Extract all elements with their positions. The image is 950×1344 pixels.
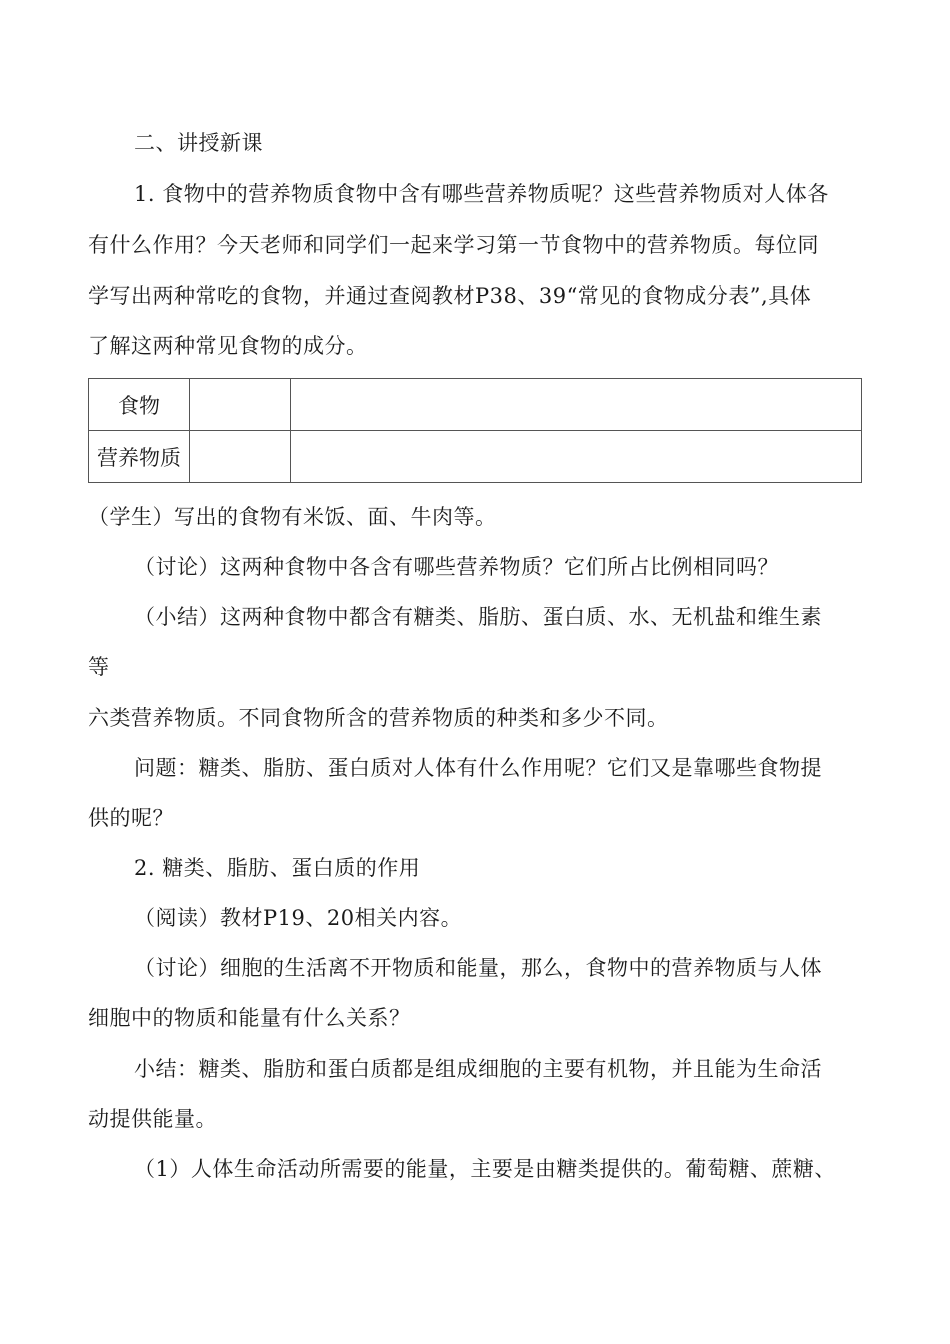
subsection-heading: 2. 糖类、脂肪、蛋白质的作用 bbox=[134, 856, 421, 880]
list-item-line: （1）人体生命活动所需要的能量，主要是由糖类提供的。葡萄糖、蔗糖、 bbox=[134, 1157, 836, 1181]
table-cell bbox=[291, 379, 862, 431]
food-nutrient-table bbox=[88, 378, 862, 483]
table-cell bbox=[291, 431, 862, 483]
row-label-nutrients: 营养物质 bbox=[89, 431, 190, 483]
paragraph-line: 有什么作用？今天老师和同学们一起来学习第一节食物中的营养物质。每位同 bbox=[88, 233, 819, 257]
table-row bbox=[89, 379, 862, 431]
discussion-line: 细胞中的物质和能量有什么关系？ bbox=[88, 1006, 411, 1030]
summary-line: 六类营养物质。不同食物所含的营养物质的种类和多少不同。 bbox=[88, 706, 669, 730]
question-line: 供的呢？ bbox=[88, 806, 174, 830]
table-row bbox=[89, 431, 862, 483]
table-cell bbox=[190, 379, 291, 431]
row-label-food: 食物 bbox=[89, 379, 190, 431]
summary-line: 小结：糖类、脂肪和蛋白质都是组成细胞的主要有机物，并且能为生命活 bbox=[134, 1057, 822, 1081]
paragraph-line: 学写出两种常吃的食物，并通过查阅教材P38、39“常见的食物成分表”,具体 bbox=[88, 284, 812, 308]
reading-line: （阅读）教材P19、20相关内容。 bbox=[134, 906, 463, 930]
summary-line: （小结）这两种食物中都含有糖类、脂肪、蛋白质、水、无机盐和维生素 bbox=[134, 605, 822, 629]
question-line: 问题：糖类、脂肪、蛋白质对人体有什么作用呢？它们又是靠哪些食物提 bbox=[134, 756, 822, 780]
table-cell bbox=[190, 431, 291, 483]
summary-line: 动提供能量。 bbox=[88, 1107, 217, 1131]
discussion-line: （讨论）这两种食物中各含有哪些营养物质？它们所占比例相同吗？ bbox=[134, 555, 779, 579]
student-line: （学生）写出的食物有米饭、面、牛肉等。 bbox=[88, 505, 497, 529]
discussion-line: （讨论）细胞的生活离不开物质和能量，那么，食物中的营养物质与人体 bbox=[134, 956, 822, 980]
paragraph-line: 了解这两种常见食物的成分。 bbox=[88, 334, 368, 358]
section-heading: 二、讲授新课 bbox=[134, 131, 263, 155]
summary-line: 等 bbox=[88, 655, 110, 679]
paragraph-line: 1. 食物中的营养物质食物中含有哪些营养物质呢？这些营养物质对人体各 bbox=[134, 182, 829, 206]
